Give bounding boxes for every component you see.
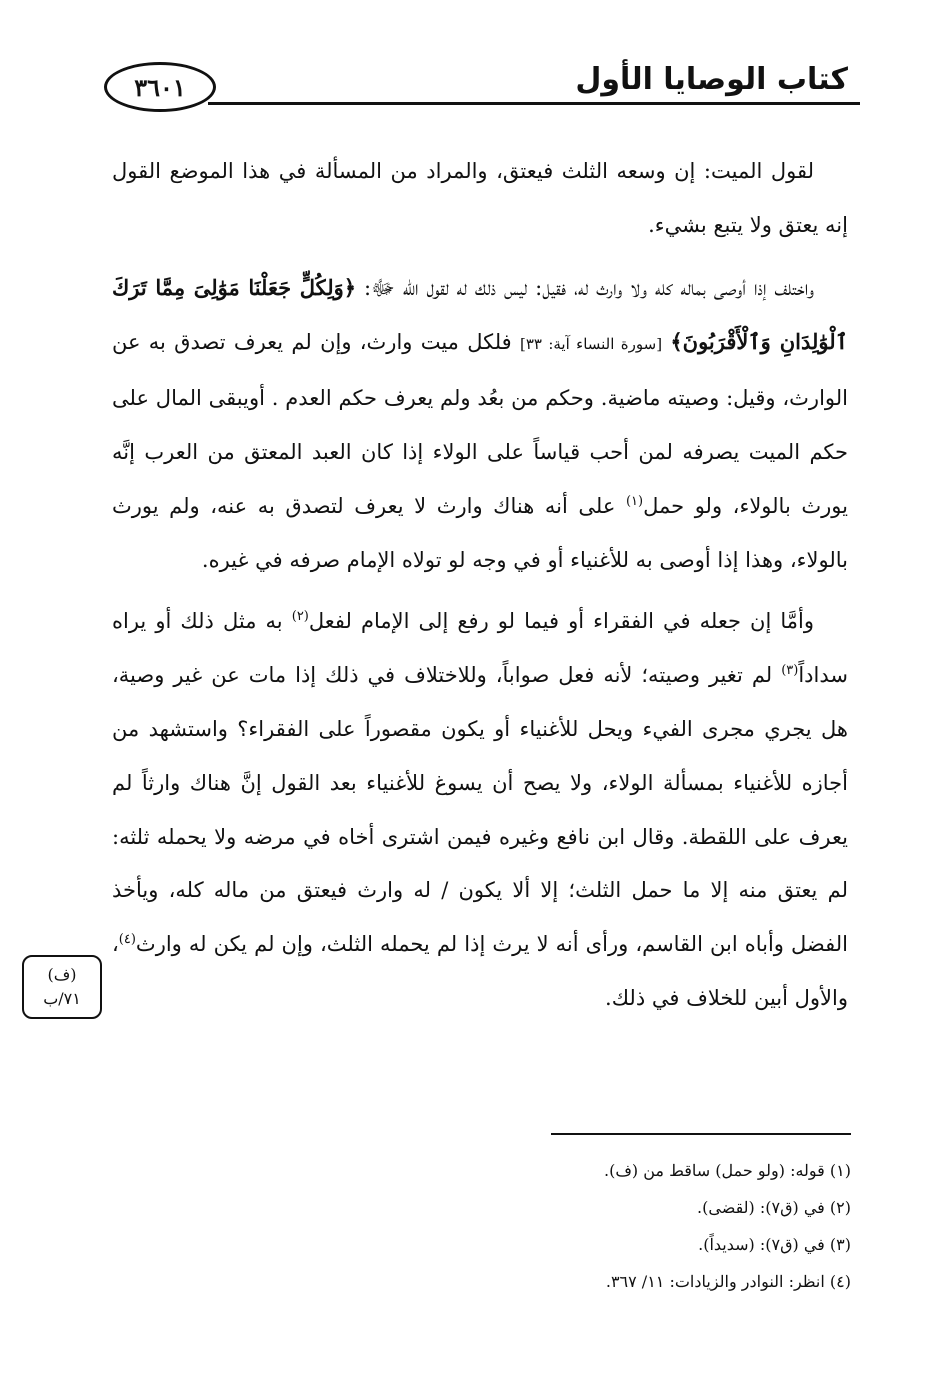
margin-note-line: (ف) [47, 965, 77, 984]
text-line: ميت وارث، وإن لم يعرف تصدق به عن الوارث، وقيل: وصيته ماضية. [112, 330, 848, 411]
verse-citation: [سورة النساء آية: ٣٣] [519, 335, 663, 354]
page-header [100, 56, 860, 114]
page-number: ٣٦٠١ [104, 62, 216, 112]
text-line: لم تغير وصيته؛ لأنه فعل صواباً، وللاختلاف في ذلك إذا مات [248, 663, 773, 688]
quran-verse: ﴿وَلِكُلٍّ جَعَلْنَا مَوَٰلِىَ مِمَّا تَرَكَ ٱلْوَٰلِدَانِ وَٱلْأَقْرَبُونَ﴾ [112, 274, 848, 355]
text-line: الفقراء؟ واستشهد من أجازه للأغنياء بمسألة الولاء، ولا يصح أن يسوغ [112, 716, 848, 795]
text-line: وأمَّا إن جعله في الفقراء أو فيما لو رفع إلى الإمام لفعل [308, 609, 815, 634]
text-line: إنه يعتق ولا يتبع بشيء. [648, 212, 848, 237]
footnotes [251, 1152, 851, 1300]
text-line: وهذا إذا أوصى به للأغنياء أو في وجه لو تولاه الإمام صرفه في غيره. [201, 547, 784, 572]
text-line: فلكل [467, 330, 512, 355]
header-rule [208, 102, 860, 105]
paragraph-1 [112, 145, 848, 253]
text-line: واختلف إذا أوصى بماله كله ولا وارث له، فقيل: ليس ذلك له لقول الله ﷻ: [364, 275, 814, 300]
text-line: يراه سداداً [112, 609, 848, 688]
text-line: ألا يكون / له وارث فيعتق من ماله كله، ويأخذ الفضل وأباه ابن القاسم، [112, 878, 848, 957]
text-line: ، والأول أبين [112, 932, 848, 1010]
footnote-divider [551, 1133, 851, 1135]
text-line: للخلاف في ذلك. [605, 985, 748, 1010]
footnote-item: (٣) في (ق٧): (سديداً). [698, 1235, 851, 1254]
footnote-ref-3[interactable]: (٣) [781, 663, 799, 679]
text-line: على أنه هناك وارث لا يعرف لتصدق به عنه، ولم يورث بالولاء، [112, 493, 848, 572]
manuscript-margin-note [22, 955, 102, 1019]
body-text [112, 145, 848, 1026]
text-line: فيمن اشترى أخاه في مرضه ولا يحمله ثلثه: لم يعتق منه إلا ما حمل الثلث؛ إلا [112, 824, 848, 903]
footnote-item: (٢) في (ق٧): (لقضى). [697, 1198, 851, 1217]
text-line: لقول الميت: إن وسعه الثلث فيعتق، والمراد من المسألة في هذا الموضع القول [112, 159, 814, 183]
paragraph-2 [112, 261, 848, 588]
text-line: به مثل ذلك أو [155, 609, 283, 634]
footnote-item: (٤) انظر: النوادر والزيادات: ١١/ ٣٦٧. [605, 1272, 851, 1291]
footnote-ref-4[interactable]: (٤) [118, 932, 136, 948]
paragraph-3 [112, 595, 848, 1025]
footnote-item: (١) قوله: (ولو حمل) ساقط من (ف). [604, 1161, 851, 1180]
margin-note-line: ٧١/ب [43, 989, 81, 1008]
text-line: عن غير وصية، هل يجري مجرى الفيء ويحل للأغنياء أو يكون مقصوراً على [112, 663, 848, 741]
footnote-ref-2[interactable]: (٢) [291, 609, 309, 625]
book-title: كتاب الوصايا الأول [575, 62, 848, 97]
text-line: ولو حمل [643, 493, 723, 518]
text-line: لمن أحب قياساً على الولاء إذا كان العبد المعتق من العرب إنَّه يورث بالولاء، [112, 439, 848, 518]
text-line: للأغنياء بعد القول إنَّ هناك وارثاً لم يعرف على اللقطة. وقال ابن نافع وغيره [112, 770, 848, 849]
text-line: ورأى أنه لا يرث إذا لم يحمله الثلث، وإن لم يكن له وارث [135, 932, 629, 957]
footnote-ref-1[interactable]: (١) [625, 493, 644, 509]
text-line: وحكم من بعُد ولم يعرف حكم العدم . أويبقى المال على حكم الميت يصرفه [112, 386, 848, 464]
